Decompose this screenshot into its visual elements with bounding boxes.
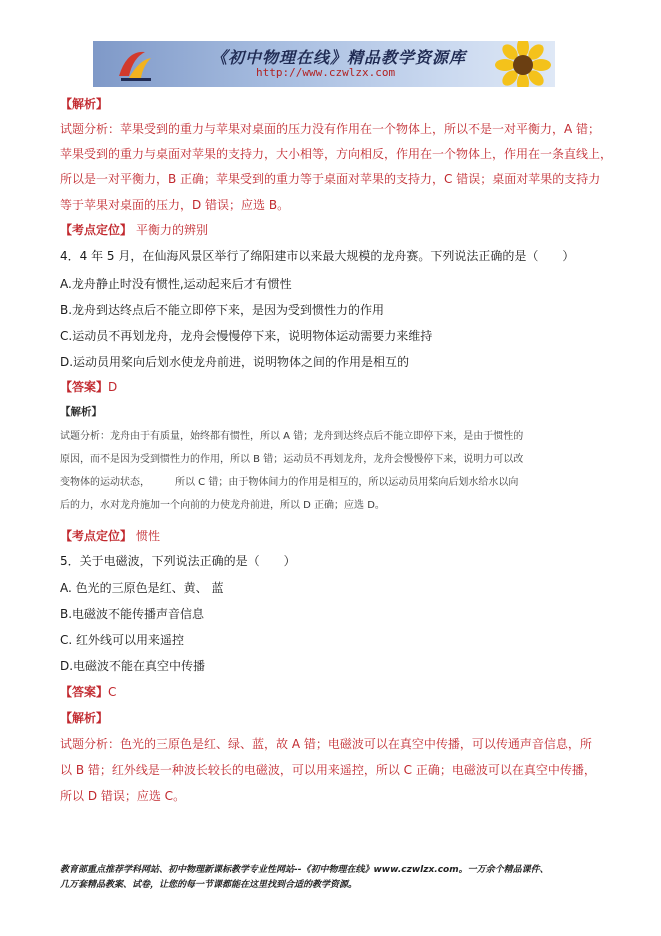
topic-line xyxy=(60,528,160,544)
scanned-analysis-line: 后的力，水对龙舟施加一个向前的力使龙舟前进，所以 D 正确；应选 D。 xyxy=(60,500,385,511)
answer-line xyxy=(60,684,116,700)
footer-line: 几万套精品教案、试卷，让您的每一节课都能在这里找到合适的教学资源。 xyxy=(60,880,358,890)
scanned-analysis-line: 试题分析：龙舟由于有质量，始终都有惯性，所以 A 错；龙舟到达终点后不能立即停下来，是由于惯性的 xyxy=(60,431,524,442)
scanned-analysis-line: 变物体的运动状态， 所以 C 错；由于物体间力的作用是相互的，所以运动员用桨向后划水给水以向 xyxy=(60,477,519,488)
answer-value: D xyxy=(108,380,118,394)
header-banner xyxy=(93,41,555,87)
analysis-line: 以 B 错；红外线是一种波长较长的电磁波，可以用来遥控，所以 C 正确；电磁波可以在真空中传播， xyxy=(60,763,596,777)
answer-value: C xyxy=(108,685,117,699)
analysis-line: 所以 D 错误；应选 C。 xyxy=(60,789,186,803)
option-d: D.运动员用桨向后划水使龙舟前进，说明物体之间的作用是相互的 xyxy=(60,355,410,369)
topic-value: 惯性 xyxy=(136,529,161,543)
analysis-line: 试题分析：色光的三原色是红、绿、蓝，故 A 错；电磁波可以在真空中传播，可以传通声音信息，所 xyxy=(60,737,592,751)
analysis-line: 所以是一对平衡力，B 正确；苹果受到的重力等于桌面对苹果的支持力，C 错误；桌面对苹果的支持力 xyxy=(60,172,601,186)
analysis-line: 等于苹果对桌面的压力，D 错误；应选 B。 xyxy=(60,198,290,212)
option-a: A.龙舟静止时没有惯性,运动起来后才有惯性 xyxy=(60,277,292,291)
answer-heading: 【答案】 xyxy=(60,685,109,699)
scanned-analysis-heading: 【解析】 xyxy=(60,406,102,418)
site-logo-icon xyxy=(115,46,155,84)
question-stem: 5．关于电磁波，下列说法正确的是（ ） xyxy=(60,554,296,568)
analysis-heading: 【解析】 xyxy=(60,97,109,111)
topic-heading: 【考点定位】 xyxy=(60,529,133,543)
scanned-analysis-line: 原因，而不是因为受到惯性力的作用，所以 B 错；运动员不再划龙舟，龙舟会慢慢停下来，说明力可以改 xyxy=(60,454,524,465)
answer-line xyxy=(60,379,117,395)
analysis-heading: 【解析】 xyxy=(60,711,109,725)
option-c: C. 红外线可以用来遥控 xyxy=(60,633,185,647)
analysis-line: 试题分析：苹果受到的重力与苹果对桌面的压力没有作用在一个物体上，所以不是一对平衡力，A 错； xyxy=(60,122,601,136)
footer-line: 教育部重点推荐学科网站、初中物理新课标教学专业性网站--《初中物理在线》www.czwlzx.com。一万余个精品课件、 xyxy=(60,865,549,875)
question-stem: 4．4 年 5 月，在仙海风景区举行了绵阳建市以来最大规模的龙舟赛。下列说法正确的是（ ） xyxy=(60,249,575,263)
option-b: B.龙舟到达终点后不能立即停下来，是因为受到惯性力的作用 xyxy=(60,303,385,317)
topic-heading: 【考点定位】 xyxy=(60,223,133,237)
topic-line xyxy=(60,222,208,238)
option-d: D.电磁波不能在真空中传播 xyxy=(60,659,206,673)
topic-value: 平衡力的辨别 xyxy=(136,223,209,237)
banner-url: http://www.czwlzx.com xyxy=(256,66,396,79)
option-c: C.运动员不再划龙舟，龙舟会慢慢停下来，说明物体运动需要力来维持 xyxy=(60,329,433,343)
analysis-line: 苹果受到的重力与桌面对苹果的支持力，大小相等，方向相反，作用在一个物体上，作用在一条直线上， xyxy=(60,147,613,161)
banner-title: 《初中物理在线》精品教学资源库 xyxy=(211,48,467,67)
option-a: A. 色光的三原色是红、黄、 蓝 xyxy=(60,581,224,595)
answer-heading: 【答案】 xyxy=(60,380,109,394)
sunflower-icon xyxy=(491,41,555,87)
option-b: B.电磁波不能传播声音信息 xyxy=(60,607,205,621)
